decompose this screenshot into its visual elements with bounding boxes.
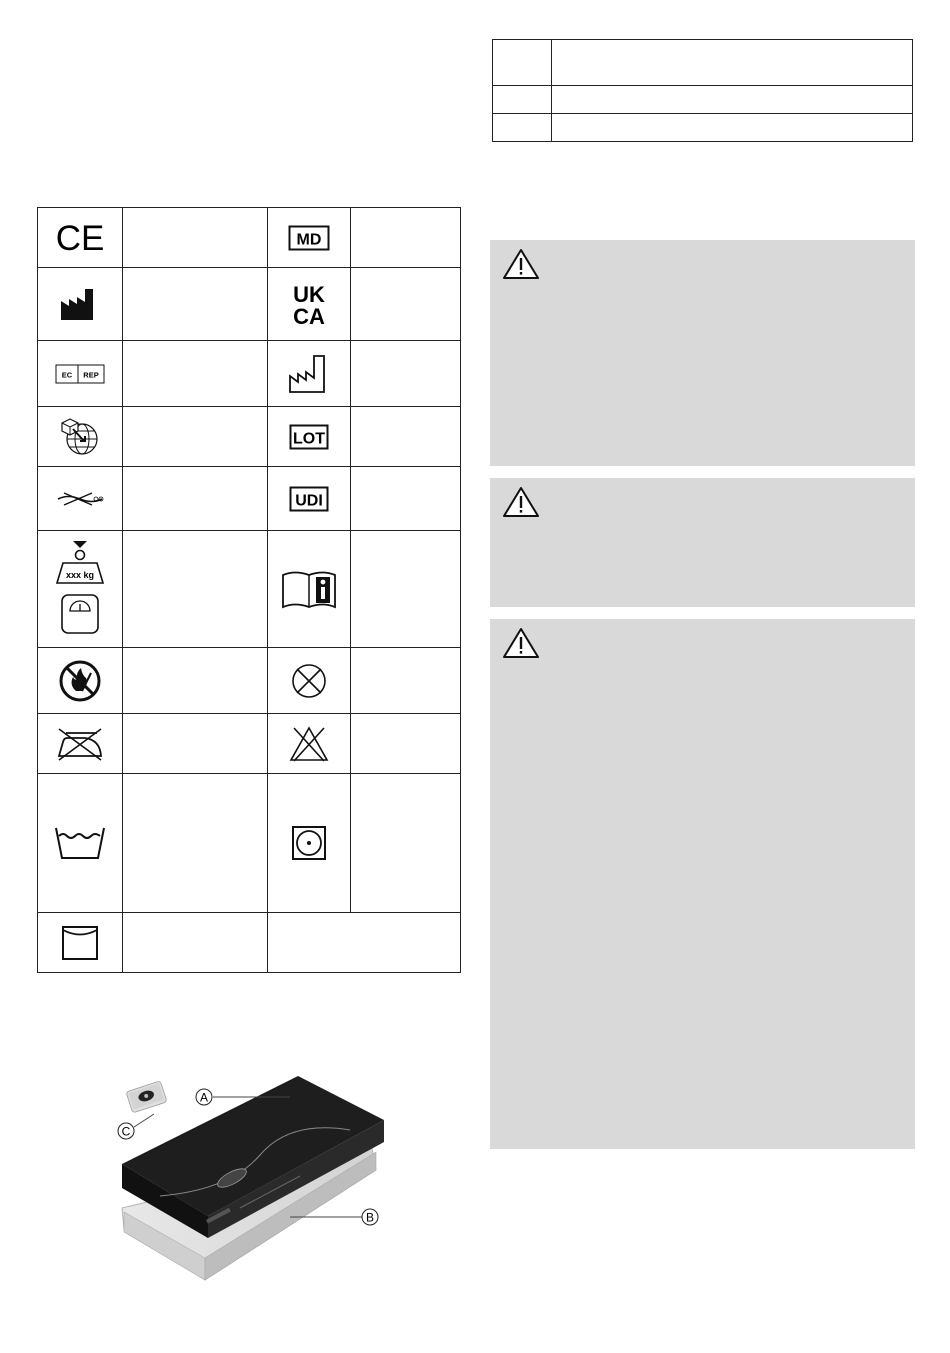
warning-triangle-icon: [502, 248, 540, 280]
callout-c-label: C: [121, 1124, 131, 1139]
symbol-description: [351, 407, 461, 467]
warning-triangle-icon: [502, 486, 540, 518]
symbol-description: [351, 648, 461, 714]
symbol-description: [351, 714, 461, 774]
top-table-cell: [552, 114, 913, 142]
lot-text: LOT: [293, 430, 325, 447]
instructions-icon: [268, 531, 351, 648]
do-not-cut-icon: [38, 467, 123, 531]
symbol-description: [123, 913, 268, 973]
warning-box: [490, 240, 915, 466]
symbol-description: [123, 341, 268, 407]
ec-rep-icon: [38, 341, 123, 407]
warning-triangle-icon: [502, 627, 540, 659]
ce-mark-text: CE: [55, 220, 105, 255]
do-not-iron-icon: [38, 714, 123, 774]
udi-icon: [268, 467, 351, 531]
weight-icons: [38, 531, 123, 648]
ce-mark-icon: [38, 208, 123, 268]
ukca-line2: CA: [293, 304, 325, 327]
callout-b-label: B: [365, 1210, 375, 1225]
top-table-cell: [493, 40, 552, 86]
symbol-description: [123, 774, 268, 913]
manufacturer-icon: [38, 268, 123, 341]
udi-text: UDI: [295, 492, 323, 509]
symbol-description: [351, 268, 461, 341]
warning-box: [490, 478, 915, 607]
symbol-description: [123, 467, 268, 531]
top-table-cell: [493, 86, 552, 114]
rep-text: REP: [83, 370, 99, 379]
symbol-description: [351, 467, 461, 531]
do-not-dry-clean-icon: [268, 648, 351, 714]
symbol-description: [123, 531, 268, 648]
md-text: MD: [296, 231, 322, 248]
no-open-flame-icon: [38, 648, 123, 714]
weight-text: xxx kg: [65, 570, 95, 580]
tumble-dry-icon: [268, 774, 351, 913]
ec-text: EC: [61, 370, 73, 379]
symbol-description: [351, 341, 461, 407]
do-not-bleach-icon: [268, 714, 351, 774]
md-icon: [268, 208, 351, 268]
ukca-icon: [268, 268, 351, 341]
top-table-cell: [552, 86, 913, 114]
mattress-illustration: [100, 1070, 400, 1290]
importer-globe-icon: [38, 407, 123, 467]
wash-temperature-icon: [38, 774, 123, 913]
top-table-cell: [493, 114, 552, 142]
symbol-description: [123, 407, 268, 467]
symbol-description: [123, 714, 268, 774]
symbols-table: [37, 207, 461, 973]
ukca-line1: UK: [293, 282, 325, 307]
symbol-description: [123, 208, 268, 268]
remote-control: [126, 1081, 167, 1113]
callout-a-label: A: [199, 1090, 209, 1105]
lot-icon: [268, 407, 351, 467]
symbol-description: [123, 268, 268, 341]
empty-cell: [268, 913, 461, 973]
date-of-manufacture-icon: [268, 341, 351, 407]
line-dry-icon: [38, 913, 123, 973]
symbol-description: [123, 648, 268, 714]
top-table-cell: [552, 40, 913, 86]
symbol-description: [351, 774, 461, 913]
warning-box: [490, 619, 915, 1149]
top-table: [492, 39, 913, 142]
symbol-description: [351, 208, 461, 268]
symbol-description: [351, 531, 461, 648]
